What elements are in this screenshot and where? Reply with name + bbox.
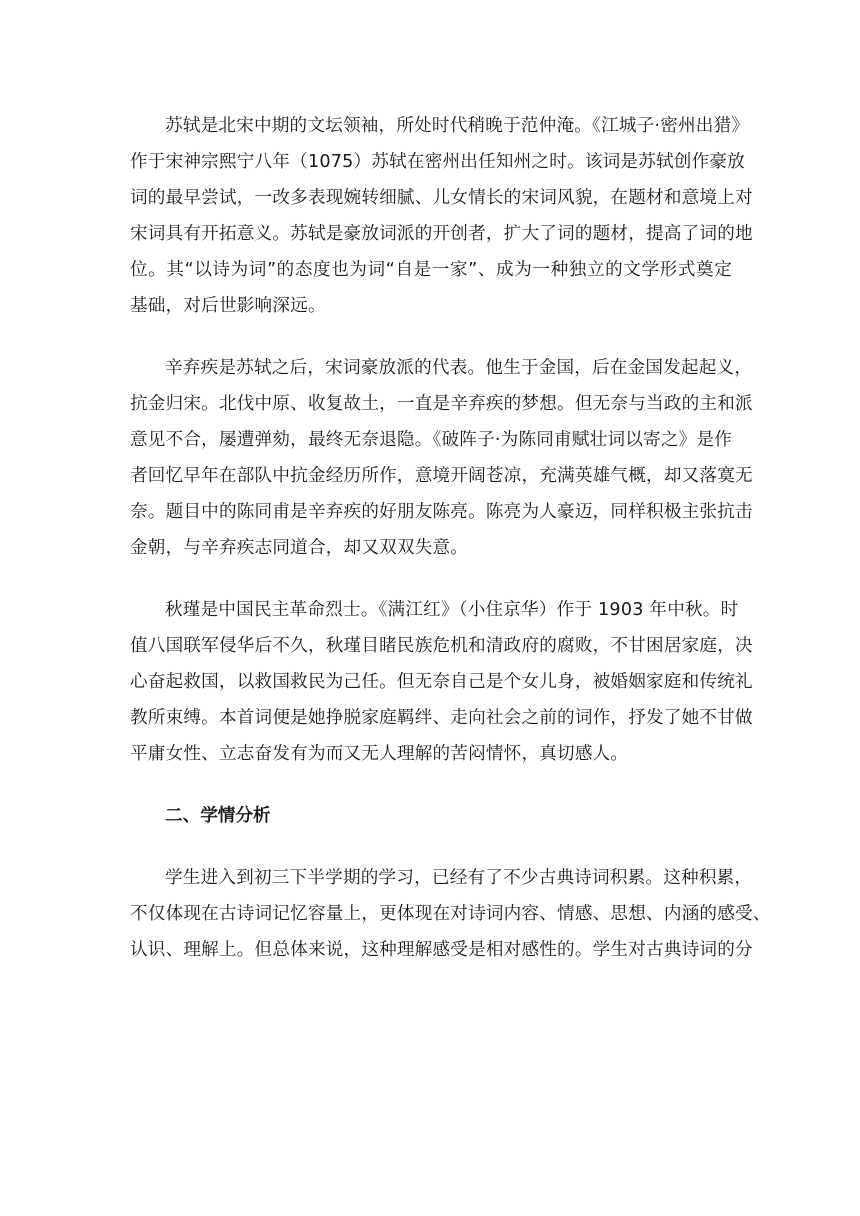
text-line: 宋词具有开拓意义。苏轼是豪放词派的开创者，扩大了词的题材，提高了词的地 — [130, 224, 753, 244]
text-line: 者回忆早年在部队中抗金经历所作，意境开阔苍凉，充满英雄气概，却又落寞无 — [130, 466, 753, 486]
text-line: 苏轼是北宋中期的文坛领袖，所处时代稍晚于范仲淹。《江城子·密州出猎》 — [165, 116, 750, 136]
text-line: 意见不合，屡遭弹劾，最终无奈退隐。《破阵子·为陈同甫赋壮词以寄之》是作 — [130, 430, 732, 450]
text-line: 秋瑾是中国民主革命烈士。《满江红》（小住京华）作于 1903 年中秋。时 — [165, 600, 739, 620]
text-line: 辛弃疾是苏轼之后，宋词豪放派的代表。他生于金国，后在金国发起起义， — [165, 358, 753, 378]
paragraph-su-shi — [130, 108, 753, 324]
text-line: 不仅体现在古诗词记忆容量上，更体现在对诗词内容、情感、思想、内涵的感受、 — [130, 904, 771, 924]
text-line: 值八国联军侵华后不久，秋瑾目睹民族危机和清政府的腐败，不甘困居家庭，决 — [130, 636, 753, 656]
text-line: 基础，对后世影响深远。 — [130, 296, 326, 316]
paragraph-qiu-jin — [130, 592, 753, 772]
text-line: 奈。题目中的陈同甫是辛弃疾的好朋友陈亮。陈亮为人豪迈，同样积极主张抗击 — [130, 502, 753, 522]
paragraph-student-analysis — [130, 860, 771, 968]
text-line: 教所束缚。本首词便是她挣脱家庭羁绊、走向社会之前的词作，抒发了她不甘做 — [130, 708, 753, 728]
document-page — [130, 108, 771, 994]
text-line: 词的最早尝试，一改多表现婉转细腻、儿女情长的宋词风貌，在题材和意境上对 — [130, 188, 753, 208]
text-line: 金朝，与辛弃疾志同道合，却又双双失意。 — [130, 538, 469, 558]
text-line: 认识、理解上。但总体来说，这种理解感受是相对感性的。学生对古典诗词的分 — [130, 940, 753, 960]
text-line: 位。其“以诗为词”的态度也为词“自是一家”、成为一种独立的文学形式奠定 — [130, 260, 732, 280]
text-line: 平庸女性、立志奋发有为而又无人理解的苦闷情怀，真切感人。 — [130, 744, 629, 764]
text-line: 作于宋神宗熙宁八年（1075）苏轼在密州出任知州之时。该词是苏轼创作豪放 — [130, 152, 745, 172]
text-line: 心奋起救国，以救国救民为己任。但无奈自己是个女儿身，被婚姻家庭和传统礼 — [130, 672, 753, 692]
section-heading: 二、学情分析 — [165, 806, 271, 826]
text-line: 抗金归宋。北伐中原、收复故土，一直是辛弃疾的梦想。但无奈与当政的主和派 — [130, 394, 753, 414]
text-line: 学生进入到初三下半学期的学习，已经有了不少古典诗词积累。这种积累， — [165, 868, 753, 888]
paragraph-xin-qiji — [130, 350, 753, 566]
